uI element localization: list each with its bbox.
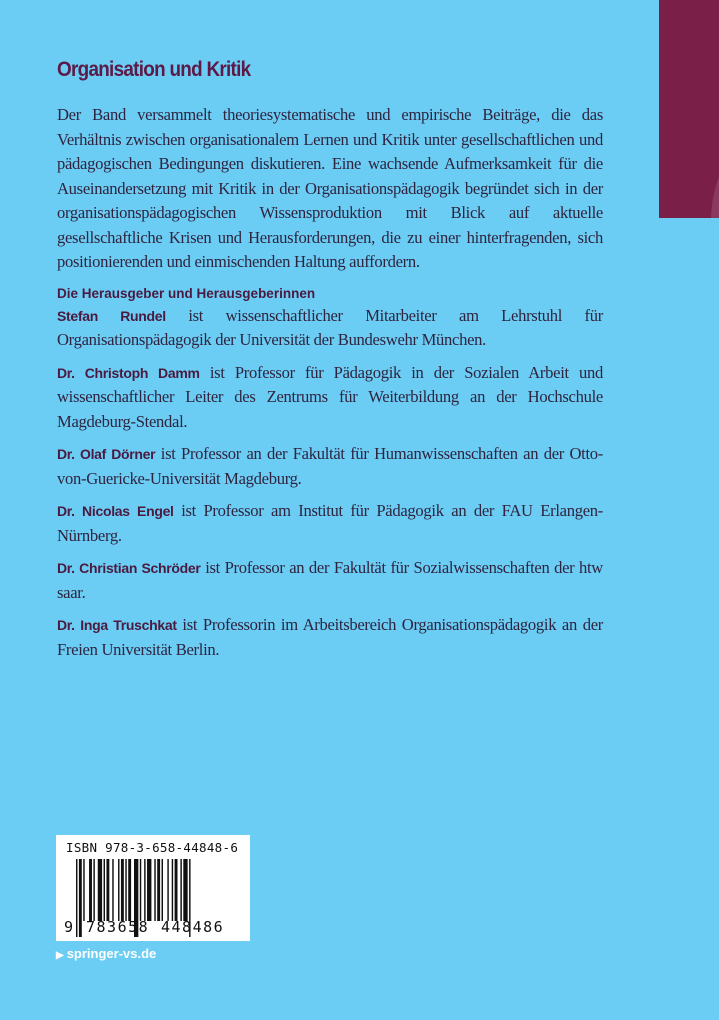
book-title: Organisation und Kritik bbox=[57, 58, 251, 81]
barcode-bar bbox=[104, 859, 105, 921]
barcode-bar bbox=[98, 859, 102, 921]
barcode-bar bbox=[144, 859, 145, 921]
barcode-bar bbox=[118, 859, 119, 921]
editor-text: ist Professor an der Fakultät für Humanwissenschaften an der Otto-von-Guericke-Universität Magdeburg. bbox=[57, 444, 603, 488]
barcode-bar bbox=[112, 859, 113, 921]
barcode-bar bbox=[172, 859, 173, 921]
barcode-bar bbox=[175, 859, 178, 921]
editor-bio bbox=[57, 499, 603, 548]
editors-heading: Die Herausgeber und Herausgeberinnen bbox=[57, 285, 316, 301]
back-cover-text bbox=[57, 103, 603, 670]
editor-bio bbox=[57, 442, 603, 491]
editor-name: Dr. Inga Truschkat bbox=[57, 617, 177, 633]
isbn-text: ISBN 978-3-658-44848-6 bbox=[66, 840, 239, 855]
barcode-digits-right: 448486 bbox=[161, 918, 225, 936]
editor-name: Stefan Rundel bbox=[57, 307, 166, 324]
barcode-bar bbox=[93, 859, 94, 921]
isbn-barcode bbox=[56, 835, 250, 941]
barcode-bar bbox=[183, 859, 187, 921]
accent-arc bbox=[711, 110, 719, 218]
play-triangle-icon: ▶ bbox=[56, 950, 64, 961]
barcode-bar bbox=[106, 859, 109, 921]
barcode-bar bbox=[147, 859, 151, 921]
editor-bio bbox=[57, 361, 603, 435]
barcode-bar bbox=[157, 859, 160, 921]
barcode-bar bbox=[180, 859, 181, 921]
editor-bio bbox=[57, 613, 603, 662]
barcode-bar bbox=[167, 859, 168, 921]
barcode-bar bbox=[128, 859, 131, 921]
barcode-bar bbox=[83, 859, 84, 921]
editor-text: ist wissenschaftlicher Mitarbeiter am Lehrstuhl für Organisationspädagogik der Universität der Bundeswehr München. bbox=[57, 305, 603, 349]
barcode-bar bbox=[154, 859, 155, 921]
website-text: springer-vs.de bbox=[66, 946, 157, 961]
barcode-bar bbox=[76, 859, 77, 937]
editor-bio bbox=[57, 304, 603, 353]
barcode-digits-left: 783658 bbox=[86, 918, 150, 936]
editor-text: ist Professor für Pädagogik in der Sozialen Arbeit und wissenschaftlicher Leiter des Zentrums für Weiterbildung an der Hochschule Magdeburg-Stendal. bbox=[57, 362, 603, 431]
barcode-bar bbox=[162, 859, 163, 921]
barcode-bar bbox=[89, 859, 92, 921]
editor-bio bbox=[57, 556, 603, 605]
editor-name: Dr. Olaf Dörner bbox=[57, 446, 156, 462]
editor-name: Dr. Christian Schröder bbox=[57, 560, 201, 576]
barcode-bar bbox=[121, 859, 124, 921]
blurb: Der Band versammelt theoriesystematische und empirische Beiträge, die das Verhältnis zwischen organisationalem Lernen und Kritik unter gesellschaftlichen und pädagogischen Bedingungen diskutieren. Eine wachsende Aufmerksamkeit für die Auseinandersetzung mit Kritik in der Organisationspädagogik begründet sich in der organisationspädagogischen Wissensproduktion mit Blick auf aktuelle gesellschaftliche Krisen und Herausforderungen, die zu einer hinterfragenden, sich positionierenden und einmischenden Haltung auffordern. bbox=[57, 105, 603, 271]
editor-text: ist Professor am Institut für Pädagogik an der FAU Erlangen-Nürnberg. bbox=[57, 501, 603, 545]
barcode-bar bbox=[79, 859, 82, 937]
editor-name: Dr. Christoph Damm bbox=[57, 364, 200, 381]
barcode-bar bbox=[140, 859, 141, 921]
editor-text: ist Professor an der Fakultät für Sozialwissenschaften der htw saar. bbox=[57, 558, 603, 602]
editor-text: ist Professorin im Arbeitsbereich Organisationspädagogik an der Freien Universität Berlin. bbox=[57, 615, 603, 659]
website-link[interactable] bbox=[56, 946, 156, 961]
accent-bar bbox=[659, 0, 719, 218]
barcode-digit-lead: 9 bbox=[64, 918, 74, 936]
barcode-bar bbox=[125, 859, 126, 921]
editor-name: Dr. Nicolas Engel bbox=[57, 503, 174, 519]
